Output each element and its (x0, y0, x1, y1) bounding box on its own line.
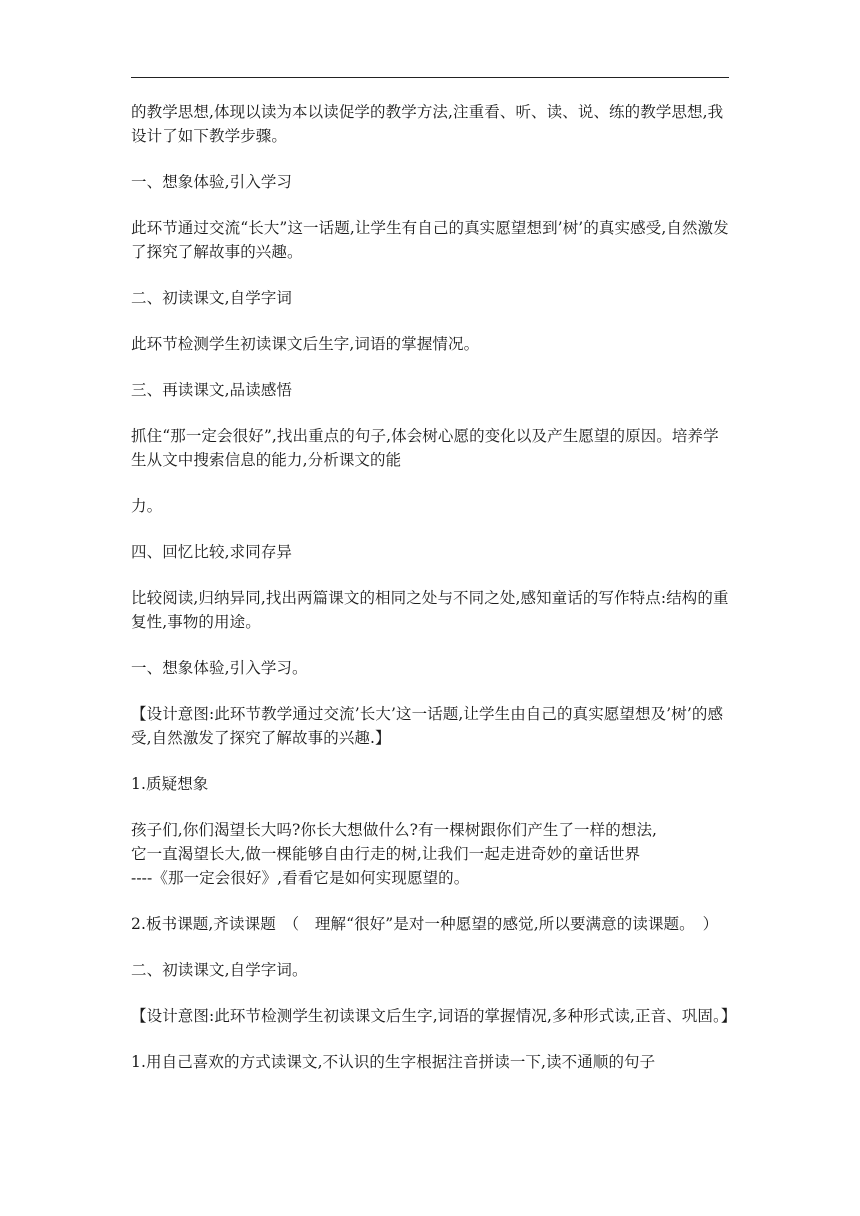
document-body (131, 100, 737, 1096)
sub-step-2: 2.板书课题,齐读课题 （ 理解“很好”是对一种愿望的感觉,所以要满意的读课题。 ） (131, 915, 719, 933)
paragraph-question: 孩子们,你们渴望长大吗?你长大想做什么?有一棵树跟你们产生了一样的想法, 它一直渴望长大,做一棵能够自由行走的树,让我们一起走进奇妙的童话世界 ----《那一定会很好》,看看它是如何实现愿望的。 (131, 821, 658, 887)
step-heading-1: 一、想象体验,引入学习。 (131, 659, 308, 677)
design-intent-2: 【设计意图:此环节检测学生初读课文后生字,词语的掌握情况,多种形式读,正音、巩固。】 (131, 1007, 737, 1025)
header-rule (131, 77, 729, 78)
design-intent-1: 【设计意图:此环节教学通过交流’长大’这一话题,让学生由自己的真实愿望想及’树’的感受,自然激发了探究了解故事的兴趣.】 (131, 705, 724, 747)
paragraph-section-2: 此环节检测学生初读课文后生字,词语的掌握情况。 (131, 335, 480, 353)
section-heading-2: 二、初读课文,自学字词 (131, 289, 293, 307)
paragraph-intro: 的教学思想,体现以读为本以读促学的教学方法,注重看、听、读、说、练的教学思想,我设计了如下教学步骤。 (131, 103, 724, 145)
paragraph-section-4: 比较阅读,归纳异同,找出两篇课文的相同之处与不同之处,感知童话的写作特点:结构的重复性,事物的用途。 (131, 589, 729, 631)
paragraph-section-1: 此环节通过交流“长大”这一话题,让学生有自己的真实愿望想到’树’的真实感受,自然激发了探究了解故事的兴趣。 (131, 219, 729, 261)
paragraph-section-3-tail: 力。 (131, 497, 163, 515)
paragraph-section-3: 抓住“那一定会很好”,找出重点的句子,体会树心愿的变化以及产生愿望的原因。培养学生从文中搜索信息的能力,分析课文的能 (131, 427, 719, 469)
section-heading-4: 四、回忆比较,求同存异 (131, 543, 293, 561)
sub-step-1: 1.质疑想象 (131, 775, 209, 793)
section-heading-3: 三、再读课文,品读感悟 (131, 381, 293, 399)
sub-step-read: 1.用自己喜欢的方式读课文,不认识的生字根据注音拼读一下,读不通顺的句子 (131, 1053, 656, 1071)
section-heading-1: 一、想象体验,引入学习 (131, 173, 293, 191)
step-heading-2: 二、初读课文,自学字词。 (131, 961, 308, 979)
